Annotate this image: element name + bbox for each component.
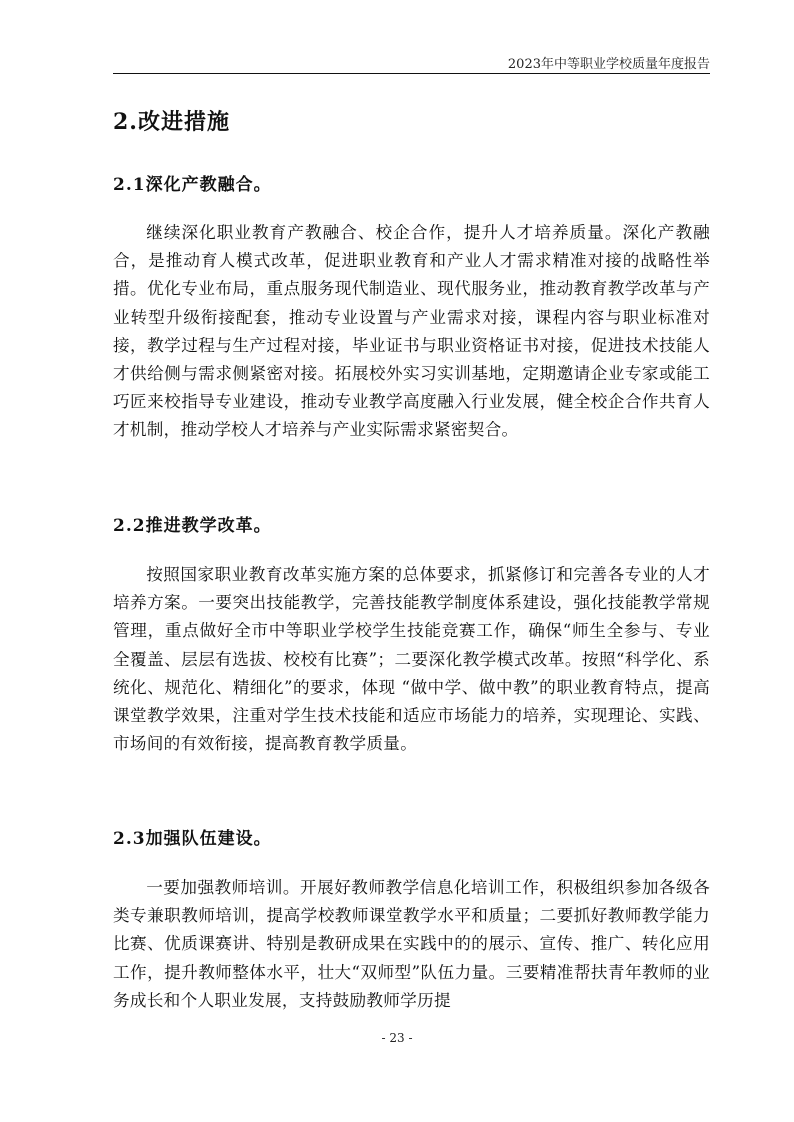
- header-divider: [113, 73, 710, 74]
- subsection-heading-2-3: 2.3加强队伍建设。: [113, 829, 272, 849]
- paragraph-2-3: 一要加强教师培训。开展好教师教学信息化培训工作，积极组织参加各级各类专兼职教师培训，提高学校教师课堂教学水平和质量；二要抓好教师教学能力比赛、优质课赛讲、特别是教研成果在实践中的的展示、宣传、推广、转化应用工作，提升教师整体水平，壮大“双师型”队伍力量。三要精准帮扶青年教师的业务成长和个人职业发展，支持鼓励教师学历提: [113, 878, 710, 1010]
- report-header-title: 2023年中等职业学校质量年度报告: [507, 57, 710, 72]
- section-heading: 2.改进措施: [113, 109, 230, 135]
- subsection-heading-2-2: 2.2推进教学改革。: [113, 516, 272, 536]
- subsection-heading-2-1: 2.1深化产教融合。: [113, 175, 272, 195]
- page-number: - 23 -: [381, 1031, 413, 1045]
- paragraph-2-2: 按照国家职业教育改革实施方案的总体要求，抓紧修订和完善各专业的人才培养方案。一要突出技能教学，完善技能教学制度体系建设，强化技能教学常规管理，重点做好全市中等职业学校学生技能竞赛工作，确保“师生全参与、专业全覆盖、层层有选拔、校校有比赛”；二要深化教学模式改革。按照“科学化、系统化、规范化、精细化”的要求，体现 “做中学、做中教”的职业教育特点，提高课堂教学效果，注重对学生技术技能和适应市场能力的培养，实现理论、实践、市场间的有效衔接，提高教育教学质量。: [113, 565, 710, 754]
- paragraph-2-1: 继续深化职业教育产教融合、校企合作，提升人才培养质量。深化产教融合，是推动育人模式改革，促进职业教育和产业人才需求精准对接的战略性举措。优化专业布局，重点服务现代制造业、现代服务业，推动教育教学改革与产业转型升级衔接配套，推动专业设置与产业需求对接，课程内容与职业标准对接，教学过程与生产过程对接，毕业证书与职业资格证书对接，促进技术技能人才供给侧与需求侧紧密对接。拓展校外实习实训基地，定期邀请企业专家或能工巧匠来校指导专业建设，推动专业教学高度融入行业发展，健全校企合作共育人才机制，推动学校人才培养与产业实际需求紧密契合。: [113, 223, 710, 440]
